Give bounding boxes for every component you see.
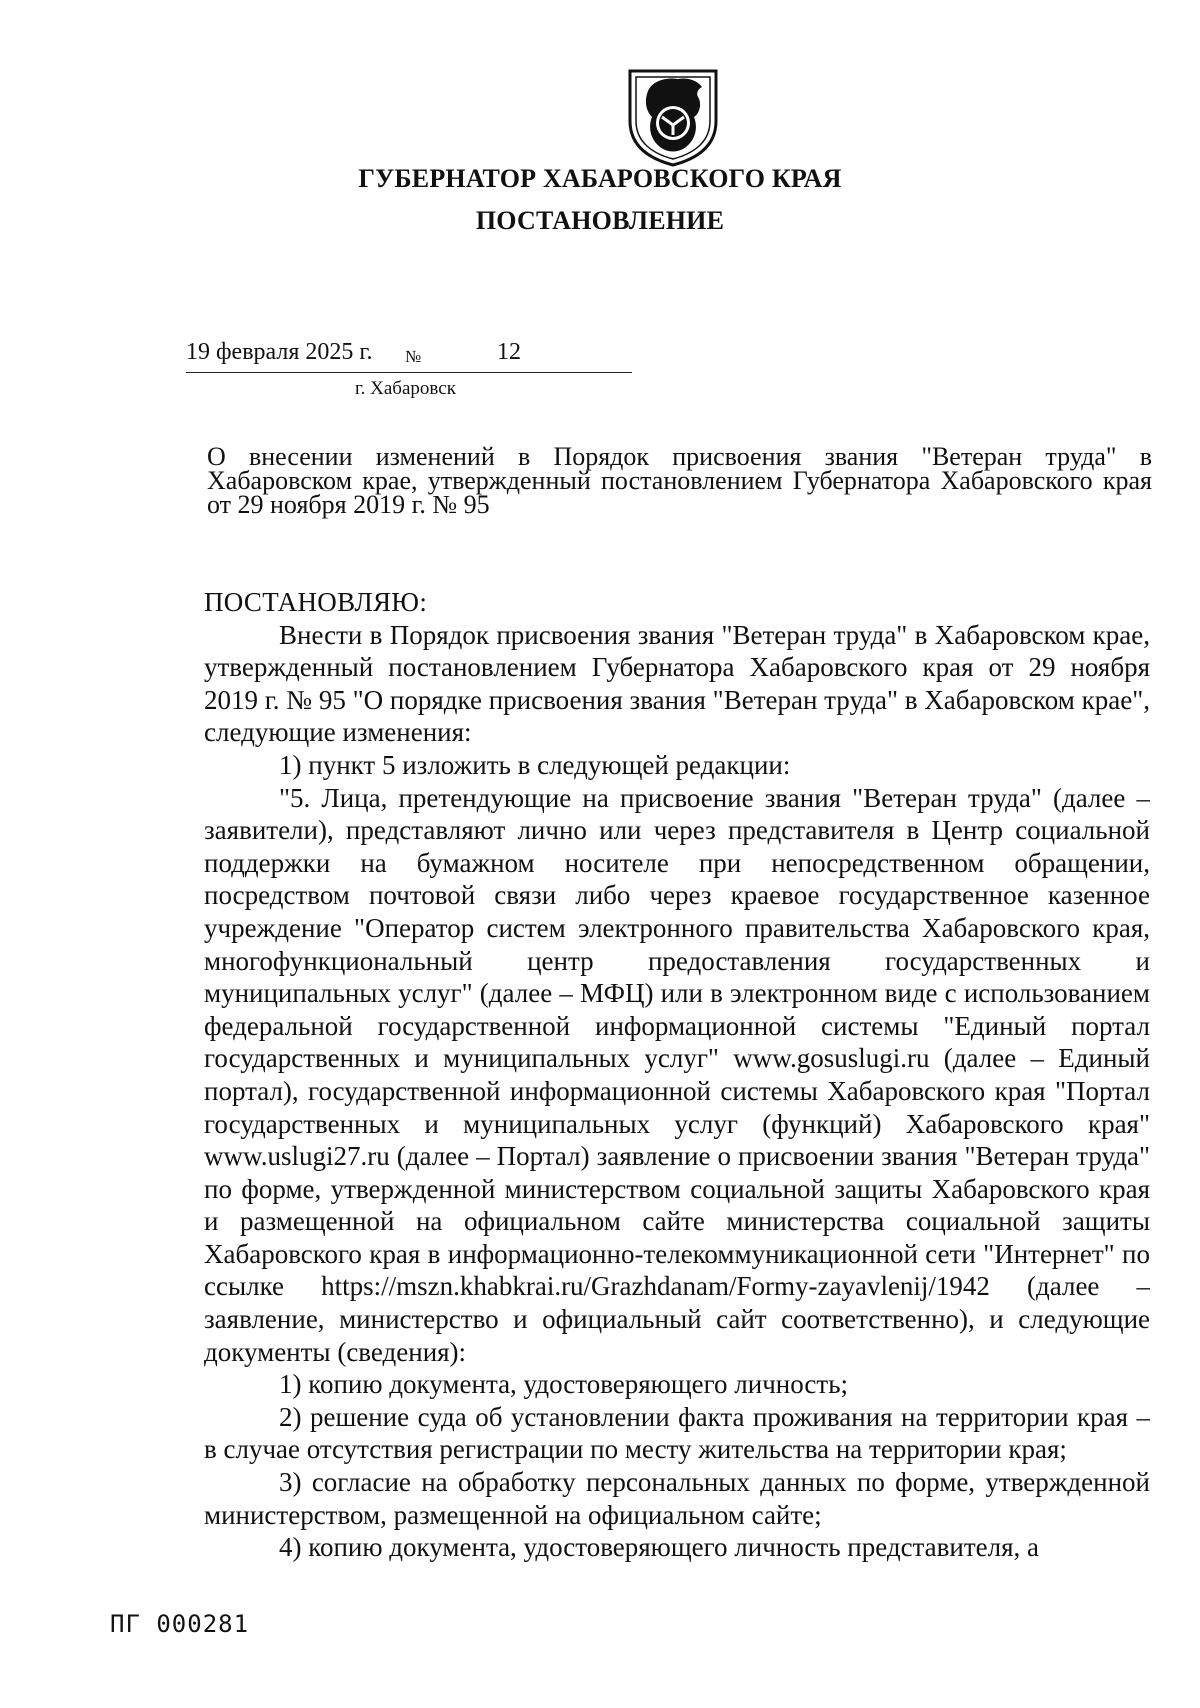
- document-city: г. Хабаровск: [355, 378, 456, 399]
- document-list-item-1: 1) копию документа, удостоверяющего личность;: [279, 1369, 849, 1400]
- point-5-paragraph: "5. Лица, претендующие на присвоение звания "Ветеран труда" (далее – заявители), представляют лично или через представителя в Центр социальной поддержки на бумажном носителе при непосредственном обращении, посредством почтовой связи либо через краевое государственное казенное учреждение "Оператор систем электронного правительства Хабаровского края, многофункциональный центр предоставления государственных и муниципальных услуг" (далее – МФЦ) или в электронном виде с использованием федеральной государственной информационной системы "Единый портал государственных и муниципальных услуг" www.gosuslugi.ru (далее – Единый портал), государственной информационной системы Хабаровского края "Портал государственных и муниципальных услуг (функций) Хабаровского края" www.uslugi27.ru (далее – Портал) заявление о присвоении звания "Ветеран труда" по форме, утвержденной министерством социальной защиты Хабаровского края и размещенной на официальном сайте министерства социальной защиты Хабаровского края в информационно-телекоммуникационной сети "Интернет" по ссылке https://mszn.khabkrai.ru/Grazhdanam/Formy-zayavlenij/1942 (далее – заявление, министерство и официальный сайт соответственно), и следующие документы (сведения):: [204, 782, 1150, 1367]
- document-body: [204, 586, 1150, 1564]
- document-type: ПОСТАНОВЛЕНИЕ: [475, 206, 725, 235]
- document-date: 19 февраля 2025 г.: [186, 339, 373, 365]
- document-subject: О внесении изменений в Порядок присвоения звания "Ветеран труда" в Хабаровском крае, утвержденный постановлением Губернатора Хабаровского края от 29 ноября 2019 г. № 95: [207, 442, 1152, 519]
- document-list-item-3: 3) согласие на обработку персональных данных по форме, утвержденной министерством, размещенной на официальном сайте;: [204, 1467, 1150, 1530]
- resolve-heading: ПОСТАНОВЛЯЮ:: [204, 587, 428, 617]
- issuer-title: ГУБЕРНАТОР ХАБАРОВСКОГО КРАЯ: [358, 164, 842, 193]
- date-number-underline: [186, 372, 632, 373]
- document-list-item-2: 2) решение суда об установлении факта проживания на территории края – в случае отсутствия регистрации по месту жительства на территории края;: [204, 1401, 1150, 1465]
- amendment-item-1: 1) пункт 5 изложить в следующей редакции:: [279, 749, 791, 780]
- document-number: 12: [497, 339, 521, 365]
- number-label: №: [405, 347, 422, 366]
- intro-paragraph: Внести в Порядок присвоения звания "Ветеран труда" в Хабаровском крае, утвержденный постановлением Губернатора Хабаровского края от 29 ноября 2019 г. № 95 "О порядке присвоения звания "Ветеран труда" в Хабаровском крае", следующие изменения:: [204, 619, 1150, 748]
- document-list-item-4: 4) копию документа, удостоверяющего личность представителя, а: [279, 1532, 1040, 1563]
- coat-of-arms-icon: [626, 63, 720, 167]
- form-serial-code: ПГ 000281: [110, 1610, 250, 1638]
